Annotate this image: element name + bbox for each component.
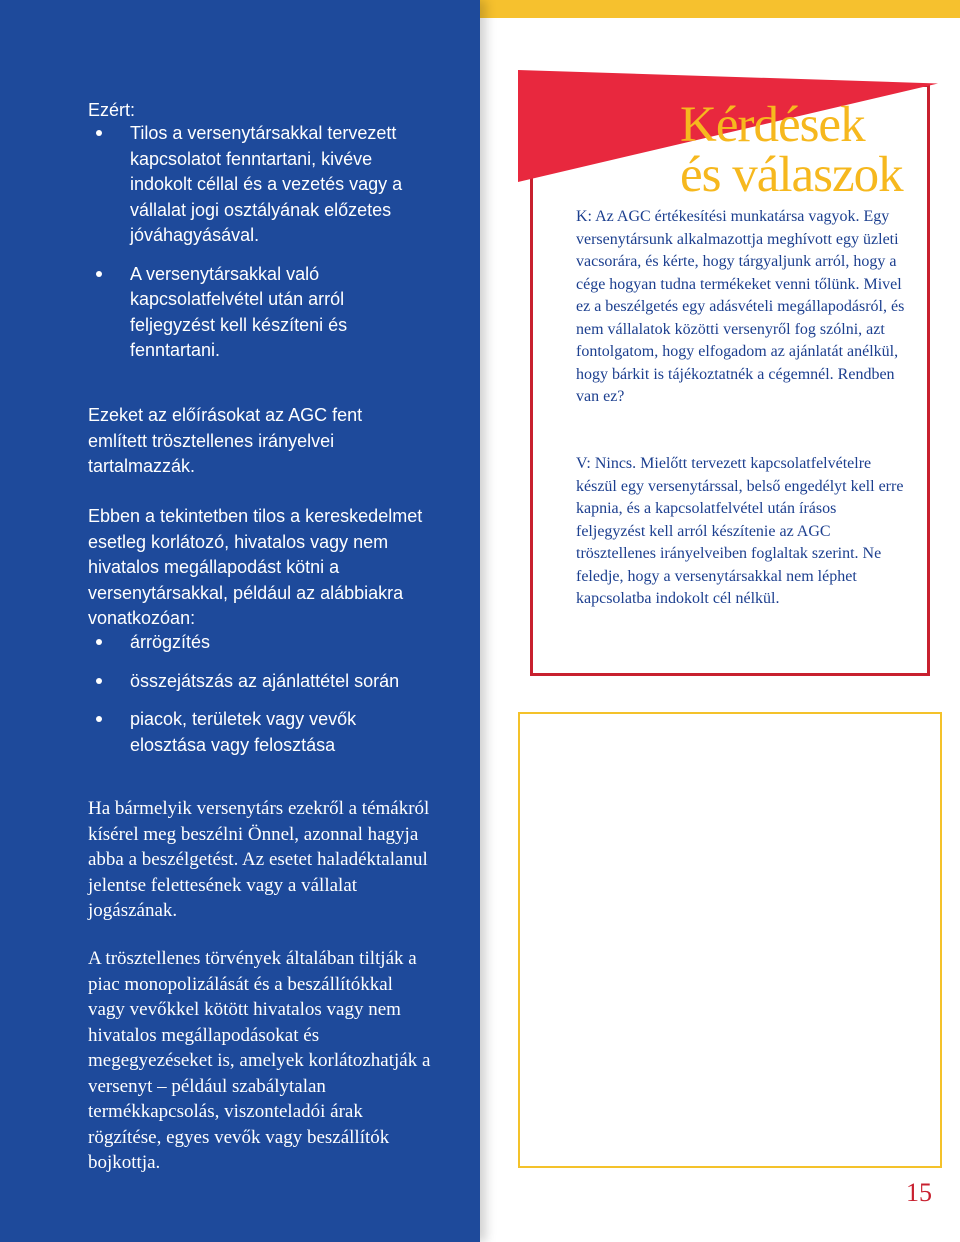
empty-yellow-box (518, 712, 942, 1168)
top-accent-bar (480, 0, 960, 18)
antitrust-paragraph: A trösztellenes törvények általában tiltják a piac monopolizálását és a beszállítókkal vagy vevőkkel kötött hivatalos vagy nem hivatalos megállapodásokat és megegyezéseket is, amelyek korlátozhatják a versenyt – például szabálytalan termékkapcsolás, viszonteladói árak rögzítése, egyes vevők vagy beszállítók bojkottja. (88, 948, 431, 1173)
rule-item: Tilos a versenytársakkal tervezett kapcsolatot fenntartani, kivéve indokolt céllal és a vezetés vagy a vállalat jogi osztályának előzetes jóváhagyásával. (88, 121, 418, 249)
policy-note: Ezeket az előírásokat az AGC fent említett trösztellenes irányelvei tartalmazzák. (88, 405, 363, 476)
rules-list (88, 121, 418, 364)
prohibited-items-list (88, 630, 418, 758)
competitor-instruction: Ha bármelyik versenytárs ezekről a témákról kísérel meg beszélni Önnel, azonnal hagyja abba a beszélgetést. Az esetet haladéktalanul jelentse felettesének vagy a vállalat jogászának. (88, 798, 430, 921)
page-number: 15 (906, 1178, 932, 1207)
intro-label: Ezért: (88, 100, 136, 120)
qa-title (680, 97, 903, 203)
qa-title-line1: Kérdések (680, 97, 865, 153)
prohibited-item: összejátszás az ajánlattétel során (88, 669, 418, 695)
prohibited-item: árrögzítés (88, 630, 418, 656)
prohibition-intro: Ebben a tekintetben tilos a kereskedelmet esetleg korlátozó, hivatalos vagy nem hivatalos megállapodást kötni a versenytársakkal, például az alábbiakra vonatkozóan: (88, 506, 423, 628)
prohibited-item: piacok, területek vagy vevők elosztása vagy felosztása (88, 707, 418, 758)
qa-title-line2: és válaszok (680, 147, 903, 203)
rule-item: A versenytársakkal való kapcsolatfelvétel után arról feljegyzést kell készíteni és fenntartani. (88, 262, 418, 364)
qa-question: K: Az AGC értékesítési munkatársa vagyok. Egy versenytársunk alkalmazottja meghívott egy üzleti vacsorára, és kérte, hogy tárgyaljunk arról, hogy a cége hogyan tudna termékeket venni tőlünk. Mivel ez a beszélgetés egy adásvételi megállapodásról, és nem vállalatok közötti versenyről fog szólni, azt fontolgatom, hogy elfogadom az ajánlatát anélkül, hogy bárkit is tájékoztatnék a cégemnél. Rendben van ez? (576, 208, 905, 405)
qa-answer: V: Nincs. Mielőtt tervezett kapcsolatfelvételre készül egy versenytárssal, belső engedélyt kell erre kapnia, és a kapcsolatfelvétel után írásos feljegyzést kell arról készítenie az AGC trösztellenes irányelveiben foglaltak szerint. Ne feledje, hogy a versenytársakkal nem léphet kapcsolatba indokolt cél nélkül. (576, 455, 904, 607)
